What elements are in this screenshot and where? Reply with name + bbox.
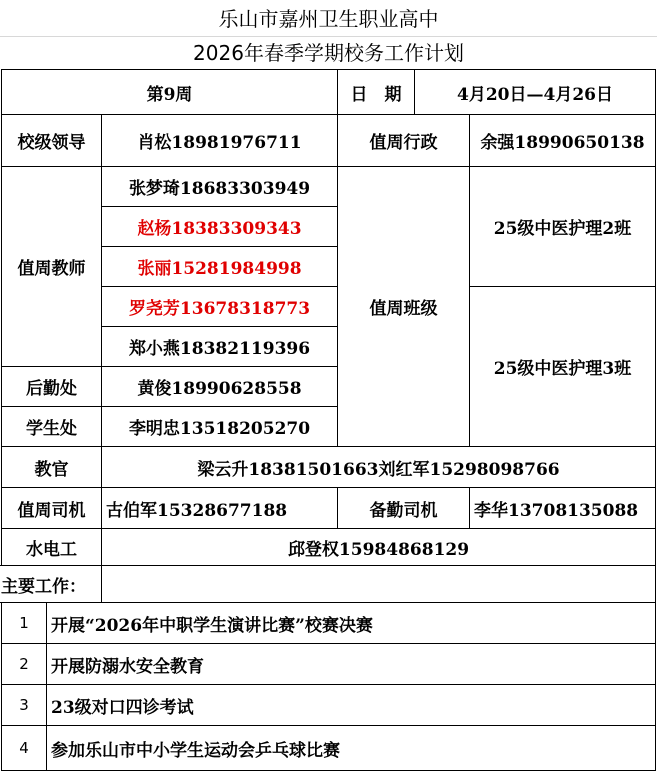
date-range: 4月20日—4月26日 (414, 69, 656, 115)
duty-class-1: 25级中医护理2班 (469, 166, 656, 287)
duty-teacher-3: 张丽15281984998 (101, 246, 338, 287)
duty-class-label: 值周班级 (337, 166, 470, 447)
duty-teacher-1: 张梦琦18683303949 (101, 166, 338, 207)
electrician-label: 水电工 (1, 528, 102, 566)
work-item-number: 2 (1, 643, 47, 685)
work-item-number: 1 (1, 602, 47, 644)
backup-driver-label: 备勤司机 (337, 487, 470, 529)
work-item-text: 参加乐山市中小学生运动会乒乓球比赛 (46, 725, 656, 771)
duty-teacher-5: 郑小燕18382119396 (101, 326, 338, 367)
backup-driver-value: 李华13708135088 (469, 487, 656, 529)
duty-class-2: 25级中医护理3班 (469, 286, 656, 447)
duty-admin-value: 余强18990650138 (469, 114, 656, 167)
duty-admin-label: 值周行政 (337, 114, 470, 167)
main-work-label: 主要工作： (0, 565, 102, 603)
date-label: 日 期 (337, 69, 415, 115)
driver-value: 古伯军15328677188 (101, 487, 338, 529)
student-office-label: 学生处 (1, 406, 102, 447)
leader-value: 肖松18981976711 (101, 114, 338, 167)
leader-label: 校级领导 (1, 114, 102, 167)
week-number: 第9周 (1, 69, 338, 115)
work-item-text: 23级对口四诊考试 (46, 684, 656, 726)
logistics-label: 后勤处 (1, 366, 102, 407)
work-item-text: 开展“2026年中职学生演讲比赛”校赛决赛 (46, 602, 656, 644)
title-divider (0, 36, 657, 37)
work-item-number: 4 (1, 725, 47, 771)
document-title: 乐山市嘉州卫生职业高中 (218, 7, 439, 31)
work-item-number: 3 (1, 684, 47, 726)
duty-teacher-2: 赵杨18383309343 (101, 206, 338, 247)
driver-label: 值周司机 (1, 487, 102, 529)
logistics-value: 黄俊18990628558 (101, 366, 338, 407)
main-work-blank (101, 565, 656, 603)
duty-teachers-label: 值周教师 (1, 166, 102, 367)
student-office-value: 李明忠13518205270 (101, 406, 338, 447)
electrician-value: 邱登权15984868129 (101, 528, 656, 566)
duty-teacher-4: 罗尧芳13678318773 (101, 286, 338, 327)
instructor-label: 教官 (1, 446, 102, 488)
instructor-value: 梁云升18381501663刘红军15298098766 (101, 446, 656, 488)
document-subtitle: 2026年春季学期校务工作计划 (193, 41, 464, 65)
work-item-text: 开展防溺水安全教育 (46, 643, 656, 685)
